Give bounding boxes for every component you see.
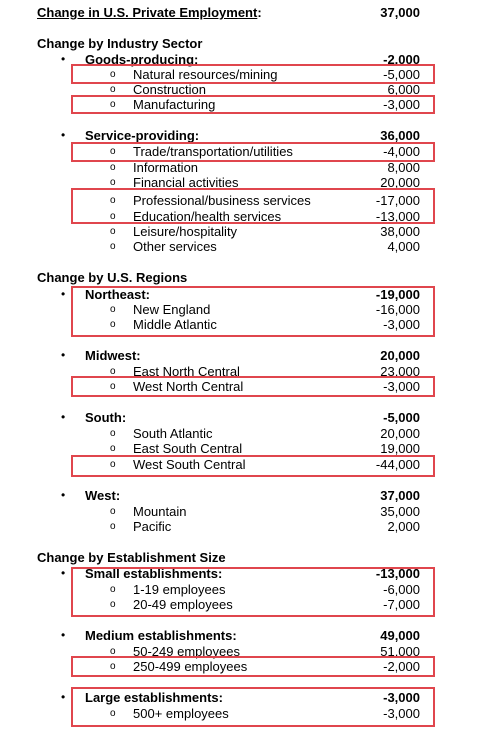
total-label: Change in U.S. Private Employment (37, 5, 258, 20)
item-row-natural-resources (0, 67, 492, 82)
item-label: 250-499 employees (133, 659, 248, 674)
item-label: 20-49 employees (133, 597, 233, 612)
group-label: Small establishments: (85, 566, 223, 581)
group-label: Northeast: (85, 287, 151, 302)
group-row-goods-producing (0, 52, 492, 67)
circle-bullet-icon: o (110, 459, 116, 470)
item-label: South Atlantic (133, 426, 213, 441)
item-row-20-49 (0, 597, 492, 612)
total-colon: : (257, 5, 262, 20)
group-label: South: (85, 410, 127, 425)
item-row-east-south-central (0, 441, 492, 456)
item-label: Middle Atlantic (133, 317, 217, 332)
item-row-manufacturing (0, 97, 492, 112)
group-row-large (0, 690, 492, 705)
circle-bullet-icon: o (110, 99, 116, 110)
group-value: -3,000 (383, 690, 420, 705)
circle-bullet-icon: o (110, 366, 116, 377)
bullet-icon: • (61, 566, 66, 580)
group-row-west (0, 488, 492, 503)
circle-bullet-icon: o (110, 211, 116, 222)
group-row-midwest (0, 348, 492, 363)
item-label: Professional/business services (133, 193, 311, 208)
bullet-icon: • (61, 628, 66, 642)
group-label: Goods-producing: (85, 52, 199, 67)
item-row-information (0, 160, 492, 175)
bullet-icon: • (61, 410, 66, 424)
item-row-leisure (0, 224, 492, 239)
item-value: -3,000 (383, 706, 420, 721)
group-row-northeast (0, 287, 492, 302)
total-value: 37,000 (380, 5, 420, 20)
item-value: 2,000 (387, 519, 420, 534)
item-value: 23,000 (380, 364, 420, 379)
group-label: Medium establishments: (85, 628, 237, 643)
group-row-south (0, 410, 492, 425)
item-row-west-north-central (0, 379, 492, 394)
item-label: Other services (133, 239, 217, 254)
bullet-icon: • (61, 348, 66, 362)
section-heading-regions (0, 270, 492, 285)
item-row-250-499 (0, 659, 492, 674)
item-row-financial (0, 175, 492, 190)
item-row-500-plus (0, 706, 492, 721)
section-heading: Change by U.S. Regions (37, 270, 188, 285)
group-value: 49,000 (380, 628, 420, 643)
group-label: Midwest: (85, 348, 141, 363)
item-label: Mountain (133, 504, 187, 519)
bullet-icon: • (61, 287, 66, 301)
item-value: 51,000 (380, 644, 420, 659)
item-value: -5,000 (383, 67, 420, 82)
group-value: 36,000 (380, 128, 420, 143)
bullet-icon: • (61, 690, 66, 704)
circle-bullet-icon: o (110, 599, 116, 610)
item-value: -7,000 (383, 597, 420, 612)
item-row-professional (0, 193, 492, 208)
item-label: Education/health services (133, 209, 282, 224)
item-value: 19,000 (380, 441, 420, 456)
circle-bullet-icon: o (110, 195, 116, 206)
group-row-medium (0, 628, 492, 643)
item-value: -44,000 (375, 457, 420, 472)
circle-bullet-icon: o (110, 428, 116, 439)
item-label: Manufacturing (133, 97, 216, 112)
item-label: Natural resources/mining (133, 67, 278, 82)
circle-bullet-icon: o (110, 708, 116, 719)
group-value: 37,000 (380, 488, 420, 503)
item-label: Financial activities (133, 175, 239, 190)
bullet-icon: • (61, 128, 66, 142)
item-row-education (0, 209, 492, 224)
item-row-east-north-central (0, 364, 492, 379)
circle-bullet-icon: o (110, 584, 116, 595)
item-label: Pacific (133, 519, 172, 534)
item-value: -17,000 (375, 193, 420, 208)
circle-bullet-icon: o (110, 177, 116, 188)
group-row-service-providing (0, 128, 492, 143)
bullet-icon: • (61, 52, 66, 66)
item-value: -3,000 (383, 97, 420, 112)
item-value: 20,000 (380, 426, 420, 441)
total-row (0, 5, 492, 20)
group-value: -5,000 (383, 410, 420, 425)
section-heading-industry (0, 36, 492, 51)
group-label: West: (85, 488, 121, 503)
item-row-new-england (0, 302, 492, 317)
circle-bullet-icon: o (110, 226, 116, 237)
item-label: 500+ employees (133, 706, 229, 721)
circle-bullet-icon: o (110, 521, 116, 532)
item-label: West North Central (133, 379, 244, 394)
item-row-west-south-central (0, 457, 492, 472)
item-value: -4,000 (383, 144, 420, 159)
group-value: 20,000 (380, 348, 420, 363)
circle-bullet-icon: o (110, 241, 116, 252)
group-value: -19,000 (375, 287, 420, 302)
section-heading: Change by Industry Sector (37, 36, 203, 51)
item-row-50-249 (0, 644, 492, 659)
item-row-other (0, 239, 492, 254)
item-label: East North Central (133, 364, 240, 379)
item-label: New England (133, 302, 211, 317)
item-value: -16,000 (375, 302, 420, 317)
item-row-south-atlantic (0, 426, 492, 441)
item-row-middle-atlantic (0, 317, 492, 332)
circle-bullet-icon: o (110, 162, 116, 173)
bullet-icon: • (61, 488, 66, 502)
total-label-wrap (37, 5, 262, 20)
circle-bullet-icon: o (110, 319, 116, 330)
section-heading: Change by Establishment Size (37, 550, 226, 565)
item-value: 6,000 (387, 82, 420, 97)
group-value: -13,000 (375, 566, 420, 581)
group-value: -2,000 (383, 52, 420, 67)
item-value: -3,000 (383, 317, 420, 332)
item-value: 20,000 (380, 175, 420, 190)
item-value: -2,000 (383, 659, 420, 674)
circle-bullet-icon: o (110, 381, 116, 392)
group-label: Large establishments: (85, 690, 223, 705)
item-value: -13,000 (375, 209, 420, 224)
item-label: West South Central (133, 457, 246, 472)
item-label: Construction (133, 82, 206, 97)
group-row-small (0, 566, 492, 581)
item-row-mountain (0, 504, 492, 519)
circle-bullet-icon: o (110, 506, 116, 517)
circle-bullet-icon: o (110, 146, 116, 157)
item-row-trade (0, 144, 492, 159)
item-value: -6,000 (383, 582, 420, 597)
circle-bullet-icon: o (110, 661, 116, 672)
item-label: East South Central (133, 441, 243, 456)
item-row-1-19 (0, 582, 492, 597)
item-value: -3,000 (383, 379, 420, 394)
item-label: Leisure/hospitality (133, 224, 238, 239)
circle-bullet-icon: o (110, 69, 116, 80)
item-value: 4,000 (387, 239, 420, 254)
item-value: 38,000 (380, 224, 420, 239)
group-label: Service-providing: (85, 128, 200, 143)
item-label: Information (133, 160, 199, 175)
item-row-pacific (0, 519, 492, 534)
item-value: 35,000 (380, 504, 420, 519)
item-label: 1-19 employees (133, 582, 226, 597)
item-value: 8,000 (387, 160, 420, 175)
item-label: 50-249 employees (133, 644, 240, 659)
circle-bullet-icon: o (110, 646, 116, 657)
item-row-construction (0, 82, 492, 97)
item-label: Trade/transportation/utilities (133, 144, 293, 159)
circle-bullet-icon: o (110, 84, 116, 95)
section-heading-size (0, 550, 492, 565)
circle-bullet-icon: o (110, 304, 116, 315)
circle-bullet-icon: o (110, 443, 116, 454)
